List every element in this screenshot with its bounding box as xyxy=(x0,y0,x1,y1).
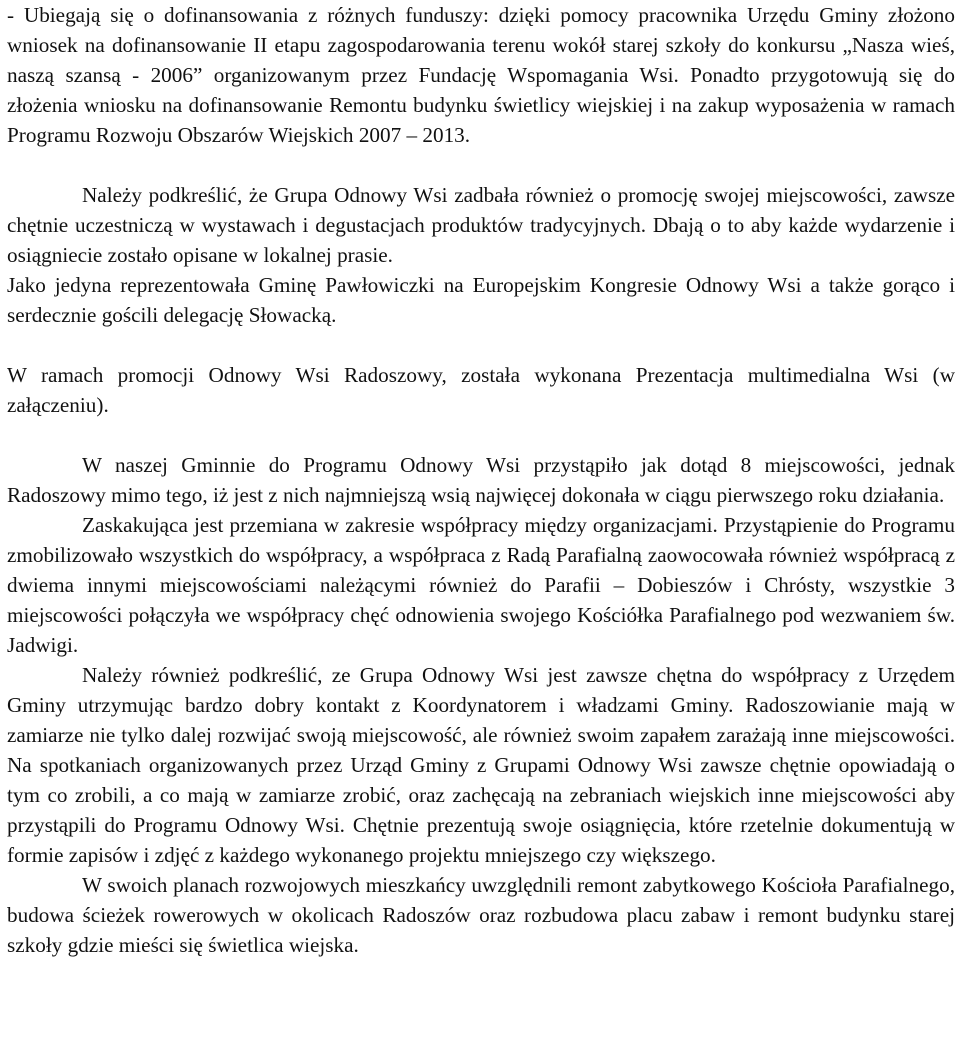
paragraph-multimedia-presentation: W ramach promocji Odnowy Wsi Radoszowy, została wykonana Prezentacja multimedialna Wsi (w załączeniu). xyxy=(7,363,955,417)
paragraph-funding-applications: - Ubiegają się o dofinansowania z różnych funduszy: dzięki pomocy pracownika Urzędu Gminy złożono wniosek na dofinansowanie II etapu zagospodarowania terenu wokół starej szkoły do konkursu „Nasza wieś, naszą szansą - 2006” organizowanym przez Fundację Wspomagania Wsi. Ponadto przygotowują się do złożenia wniosku na dofinansowanie Remontu budynku świetlicy wiejskiej i na zakup wyposażenia w ramach Programu Rozwoju Obszarów Wiejskich 2007 – 2013. xyxy=(7,3,955,147)
paragraph-municipality-cooperation: Należy również podkreślić, ze Grupa Odnowy Wsi jest zawsze chętna do współpracy z Urzędem Gminy utrzymując bardzo dobry kontakt z Koordynatorem i władzami Gminy. Radoszowianie mają w zamiarze nie tylko dalej rozwijać swoją miejscowość, ale również swoim zapałem zarażają inne miejscowości. Na spotkaniach organizowanych przez Urząd Gminy z Grupami Odnowy Wsi zawsze chętnie opowiadają o tym co zrobili, a co mają w zamiarze zrobić, oraz zachęcają na zebraniach wiejskich inne miejscowości aby przystąpili do Programu Odnowy Wsi. Chętnie prezentują swoje osiągnięcia, które rzetelnie dokumentują w formie zapisów i zdjęć z każdego wykonanego projektu mniejszego czy większego. xyxy=(7,663,955,867)
paragraph-development-plans: W swoich planach rozwojowych mieszkańcy uwzględnili remont zabytkowego Kościoła Parafialnego, budowa ścieżek rowerowych w okolicach Radoszów oraz rozbudowa placu zabaw i remont budynku starej szkoły gdzie mieści się świetlica wiejska. xyxy=(7,873,955,957)
paragraph-cooperation: Zaskakująca jest przemiana w zakresie współpracy między organizacjami. Przystąpienie do Programu zmobilizowało wszystkich do współpracy, a współpraca z Radą Parafialną zaowocowała również współpracą z dwiema innymi miejscowościami należącymi również do Parafii – Dobieszów i Chrósty, wszystkie 3 miejscowości połączyła we współpracy chęć odnowienia swojego Kościółka Parafialnego pod wezwaniem św. Jadwigi. xyxy=(7,513,955,657)
paragraph-promotion: Należy podkreślić, że Grupa Odnowy Wsi zadbała również o promocję swojej miejscowości, zawsze chętnie uczestniczą w wystawach i degustacjach produktów tradycyjnych. Dbają o to aby każde wydarzenie i osiągniecie zostało opisane w lokalnej prasie. xyxy=(7,183,955,267)
paragraph-program-participation: W naszej Gminnie do Programu Odnowy Wsi przystąpiło jak dotąd 8 miejscowości, jednak Radoszowy mimo tego, iż jest z nich najmniejszą wsią najwięcej dokonała w ciągu pierwszego roku działania. xyxy=(7,453,955,507)
paragraph-european-congress: Jako jedyna reprezentowała Gminę Pawłowiczki na Europejskim Kongresie Odnowy Wsi a także gorąco i serdecznie gościli delegację Słowacką. xyxy=(7,273,955,327)
